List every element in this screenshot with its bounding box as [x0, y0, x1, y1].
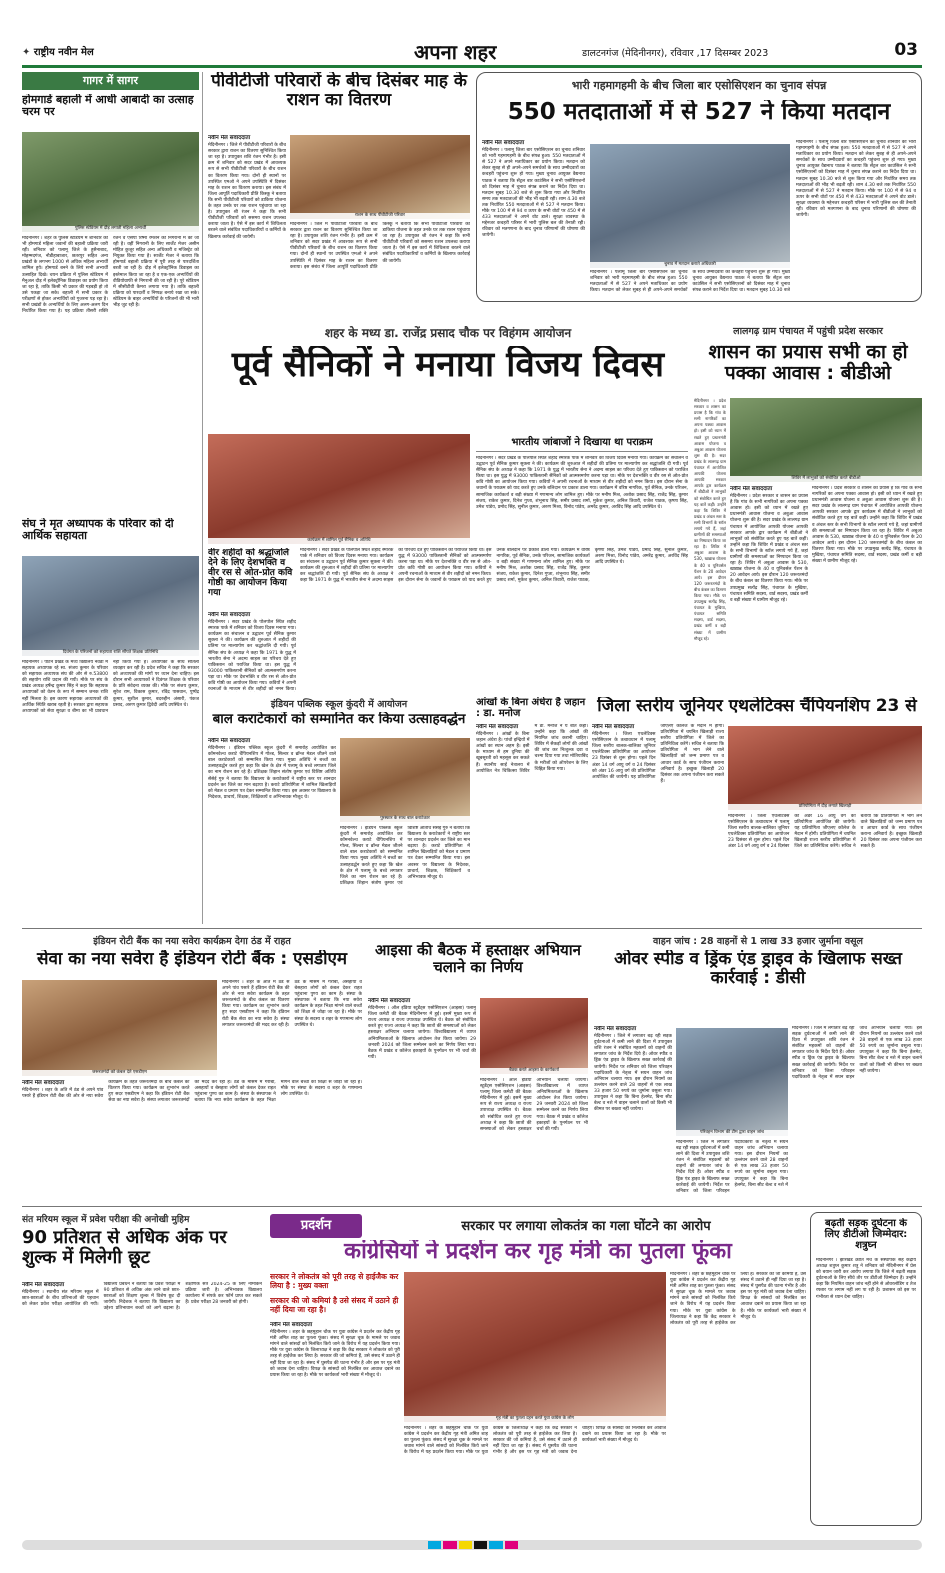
school-byline: नवीन मेल संवाददाता: [22, 1282, 65, 1288]
aisa-text: मेदिनीनगर । ऑल इंडिया स्टूडेंट्स एसोसिएशन (आइसा) पलामू जिला कमेटी की बैठक मेदिनीनगर में हुई। इसमें मुख्य रूप से राज्य अध्यक्ष व राज्य उपाध्यक्ष उपस्थित थे। बैठक को संबोधित करते हुए राज्य अध्यक्ष ने कहा कि छात्रों की समस्याओं को लेकर हस्ताक्षर अभियान चलाया जायेगा। विश्वविद्यालय में व्याप्त अनियमितताओं के खिलाफ आंदोलन तेज किया जायेगा। 29 जनवरी 2024 को जिला सम्मेलन करने का निर्णय लिया गया। बैठक में प्रखंड व कॉलेज इकाइयों के पुनर्गठन पर भी चर्चा की गयी।: [368, 1006, 476, 1060]
lower-rule: [22, 1206, 922, 1207]
trauma-headline: बढ़ती सड़क दुर्घटना के लिए डीटीओ जिम्मेदार: शत्रुघ्न: [824, 1218, 908, 1252]
awas-text-b: मेदिनीनगर । प्रदेश सरकार व शासन का प्रयास है कि गांव के सभी नागरिकों का अपना पक्का आवास हो। इसी को ध्यान में रखते हुए प्रधानमंत्री आवास योजना व अबुआ आवास योजना शुरू की है। सदर प्रखंड के लालगढ़ ग्राम पंचायत में आयोजित आपकी योजना आपकी सरकार आपके द्वार कार्यक्रम में बीडीओ ने लाभुकों को संबोधित करते हुए यह बातें कहीं। उन्होंने कहा कि शिविर में प्रखंड व अंचल स्तर के सभी विभागों के स्टॉल लगाये गये हैं, जहां ग्रामीणों की समस्याओं का निष्पादन किया जा रहा है। शिविर में अबुआ आवास के 530, खाद्यान्न योजना के 40 व यूनिवर्सल पेंशन के 20 आवेदन आये। इस दौरान 120 जरूरतमंदों के बीच कंबल का वितरण किया गया। मौके पर उपप्रमुख सत्येंद्र सिंह, पंचायत के मुखिया, पंचायत समिति सदस्य, वार्ड सदस्य, प्रखंड कर्मी व बड़ी संख्या में ग्रामीण मौजूद रहे।: [812, 486, 922, 565]
logo: [22, 44, 94, 58]
congress-caption: गृह मंत्री का पुतला दहन करते युवा कांग्रेस के लोग: [404, 1416, 666, 1422]
aisa-headline: आइसा की बैठक में हस्ताक्षर अभियान चलाने का निर्णय: [375, 942, 581, 976]
overspeed-text: मेदिनीनगर । जिले में लगातार बढ़ रही सड़क दुर्घटनाओं में कमी लाने की दिशा में उपायुक्त शशि रंजन ने संबंधित महकमों को वाहनों की लगातार जांच के निर्देश दिये हैं। ओवर स्पीड व ड्रिंक एंड ड्राइव के खिलाफ सख्त कार्रवाई की जायेगी। निर्देश पर शनिवार को जिला परिवहन पदाधिकारी के नेतृत्व में सघन वाहन जांच अभियान चलाया गया। इस दौरान नियमों का उल्लंघन करने वाले 28 वाहनों से एक लाख 33 हजार 50 रुपये का जुर्माना वसूला गया। उपायुक्त ने कहा कि बिना हेलमेट, बिना सीट बेल्ट व नशे में वाहन चलाने वालों को किसी भी कीमत पर बख्शा नहीं जायेगा।: [594, 1034, 672, 1113]
bar-photo: [590, 144, 790, 268]
ration-text-cont: मेदिनीनगर । जिले में पीवीटीजी परिवारों के बीच सरकार द्वारा राशन का वितरण सुनिश्चित किया जा रहा है। उपायुक्त शशि रंजन गंभीर है। इसी क्रम में शनिवार को सदर प्रखंड में आवश्यक रूप से सभी पीवीटीजी परिवारों के बीच राशन का वितरण किया गया। दोनों ही स्थानों पर उपस्थित एमओ ने अपने उपस्थिति में दिसंबर माह के राशन का वितरण कराया। इस संबंध में जिला आपूर्ति पदाधिकारी प्रीति किस्कू ने बताया कि सभी पीवीटीजी परिवारों को डाकिया योजना के तहत उनके घर तक राशन पहुंचाया जा रहा है। उपायुक्त श्री रंजन ने कहा कि सभी पीवीटीजी परिवारों को ससमय राशन उपलब्ध कराया जाता है। ऐसे में इस कार्य में शिथिलता बरतने वाले संबंधित पदाधिकारियों व कर्मियों के खिलाफ कार्रवाई की जायेगी।: [290, 222, 470, 270]
ration-text: मेदिनीनगर । जिले में पीवीटीजी परिवारों के बीच सरकार द्वारा राशन का वितरण सुनिश्चित किया जा रहा है। उपायुक्त शशि रंजन गंभीर है। इसी क्रम में शनिवार को सदर प्रखंड में आवश्यक रूप से सभी पीवीटीजी परिवारों के बीच राशन का वितरण किया गया। दोनों ही स्थानों पर उपस्थित एमओ ने अपने उपस्थिति में दिसंबर माह के राशन का वितरण कराया। इस संबंध में जिला आपूर्ति पदाधिकारी प्रीति किस्कू ने बताया कि सभी पीवीटीजी परिवारों को डाकिया योजना के तहत उनके घर तक राशन पहुंचाया जा रहा है। उपायुक्त श्री रंजन ने कहा कि सभी पीवीटीजी परिवारों को ससमय राशन उपलब्ध कराया जाता है। ऐसे में इस कार्य में शिथिलता बरतने वाले संबंधित पदाधिकारियों व कर्मियों के खिलाफ कार्रवाई की जायेगी।: [208, 143, 286, 240]
athletics-headline: जिला स्तरीय जूनियर एथलेटिक्स चैंपियनशिप 23 से: [597, 697, 917, 716]
athletics-photo: [728, 726, 922, 810]
vijay-byline: नवीन मेल संवाददाता: [208, 612, 251, 618]
congress-tag-text: प्रदर्शन: [300, 1218, 332, 1233]
overspeed-text-b: मेदिनीनगर । जिले में लगातार बढ़ रही सड़क दुर्घटनाओं में कमी लाने की दिशा में उपायुक्त शशि रंजन ने संबंधित महकमों को वाहनों की लगातार जांच के निर्देश दिये हैं। ओवर स्पीड व ड्रिंक एंड ड्राइव के खिलाफ सख्त कार्रवाई की जायेगी। निर्देश पर शनिवार को जिला परिवहन पदाधिकारी के नेतृत्व में सघन वाहन जांच अभियान चलाया गया। इस दौरान नियमों का उल्लंघन करने वाले 28 वाहनों से एक लाख 33 हजार 50 रुपये का जुर्माना वसूला गया। उपायुक्त ने कहा कि बिना हेलमेट, बिना सीट बेल्ट व नशे में: [676, 1140, 788, 1194]
vijay-kicker: शहर के मध्य डा. राजेंद्र प्रसाद चौक पर विहंगम आयोजन: [324, 326, 572, 340]
aisa-text-b: मेदिनीनगर । ऑल इंडिया स्टूडेंट्स एसोसिएशन (आइसा) पलामू जिला कमेटी की बैठक मेदिनीनगर में हुई। इसमें मुख्य रूप से राज्य अध्यक्ष व राज्य उपाध्यक्ष उपस्थित थे। बैठक को संबोधित करते हुए राज्य अध्यक्ष ने कहा कि छात्रों की समस्याओं को लेकर हस्ताक्षर अभियान चलाया जायेगा। विश्वविद्यालय में व्याप्त अनियमितताओं के खिलाफ आंदोलन तेज किया जायेगा। 29 जनवरी 2024 को जिला सम्मेलन करने का निर्णय लिया गया। बैठक में प्रखंड व कॉलेज इकाइयों के पुनर्गठन पर भी चर्चा की गयी।: [480, 1078, 588, 1132]
congress-body-b: [404, 1426, 666, 1526]
sagar-s2-headline: संघ ने मृत अध्यापक के परिवार को दी आर्थिक सहायता: [22, 518, 174, 543]
awas-text-c: मेदिनीनगर । प्रदेश सरकार व शासन का प्रयास है कि गांव के सभी नागरिकों का अपना पक्का आवास हो। इसी को ध्यान में रखते हुए प्रधानमंत्री आवास योजना व अबुआ आवास योजना शुरू की है। सदर प्रखंड के लालगढ़ ग्राम पंचायत में आयोजित आपकी योजना आपकी सरकार आपके द्वार कार्यक्रम में बीडीओ ने लाभुकों को संबोधित करते हुए यह बातें कहीं। उन्होंने कहा कि शिविर में प्रखंड व अंचल स्तर के सभी विभागों के स्टॉल लगाये गये हैं, जहां ग्रामीणों की समस्याओं का निष्पादन किया जा रहा है। शिविर में अबुआ आवास के 530, खाद्यान्न योजना के 40 व यूनिवर्सल पेंशन के 20 आवेदन आये। इस दौरान 120 जरूरतमंदों के बीच कंबल का वितरण किया गया। मौके पर उपप्रमुख सत्येंद्र सिंह, पंचायत के मुखिया, पंचायत समिति सदस्य, वार्ड सदस्य, प्रखंड कर्मी व बड़ी संख्या में ग्रामीण मौजूद रहे।: [694, 398, 726, 641]
roti-body-a: [222, 980, 362, 1076]
karate-body-b: [340, 826, 470, 924]
bar-body-left: [482, 140, 585, 298]
karate-caption: पुरस्कार के साथ बाल कराटेकार: [340, 816, 470, 822]
awas-text: मेदिनीनगर । प्रदेश सरकार व शासन का प्रयास है कि गांव के सभी नागरिकों का अपना पक्का आवास हो। इसी को ध्यान में रखते हुए प्रधानमंत्री आवास योजना व अबुआ आवास योजना शुरू की है। सदर प्रखंड के लालगढ़ ग्राम पंचायत में आयोजित आपकी योजना आपकी सरकार आपके द्वार कार्यक्रम में बीडीओ ने लाभुकों को संबोधित करते हुए यह बातें कहीं। उन्होंने कहा कि शिविर में प्रखंड व अंचल स्तर के सभी विभागों के स्टॉल लगाये गये हैं, जहां ग्रामीणों की समस्याओं का निष्पादन किया जा रहा है। शिविर में अबुआ आवास के 530, खाद्यान्न योजना के 40 व यूनिवर्सल पेंशन के 20 आवेदन आये। इस दौरान 120 जरूरतमंदों के बीच कंबल का वितरण किया गया। मौके पर उपप्रमुख सत्येंद्र सिंह, पंचायत के मुखिया, पंचायत समिति सदस्य, वार्ड सदस्य, प्रखंड कर्मी व बड़ी संख्या में ग्रामीण मौजूद रहे।: [730, 494, 808, 603]
roti-text-b: मेदिनीनगर । शहर के अति में ठंड से अपने पांव पसारे हैं इंडियन रोटी बैंक की ओर से नया सवेरा कार्यक्रम के तहत जरूरतमंदों के बीच कंबल का वितरण किया गया। कार्यक्रम का शुभारंभ करते हुए सदर एसडीएम ने कहा कि इंडियन रोटी बैंक सेवा का नया सवेरा है। संस्था लगातार जरूरतमंदों की मदद कर रही है। ठंड के मौसम में गरीबों, असहायों व बेसहारा लोगों को कंबल देकर राहत पहुंचाना पुण्य का काम है। संस्था के संस्थापक ने बताया कि नया सवेरा कार्यक्रम के तहत भिक्षा मांगने वाले बच्चों को शिक्षा से जोड़ा जा रहा है। मौके पर संस्था के सदस्य व शहर के गणमान्य लोग उपस्थित थे।: [22, 1080, 362, 1104]
congress-kicker: सरकार पर लगाया लोकतंत्र का गला घोंटने का आरोप: [461, 1219, 711, 1234]
masthead-rule: [22, 65, 922, 68]
roti-body-b: [22, 1080, 362, 1200]
overspeed-photo: [676, 1028, 788, 1136]
overspeed-text-c: मेदिनीनगर । जिले में लगातार बढ़ रही सड़क दुर्घटनाओं में कमी लाने की दिशा में उपायुक्त शशि रंजन ने संबंधित महकमों को वाहनों की लगातार जांच के निर्देश दिये हैं। ओवर स्पीड व ड्रिंक एंड ड्राइव के खिलाफ सख्त कार्रवाई की जायेगी। निर्देश पर शनिवार को जिला परिवहन पदाधिकारी के नेतृत्व में सघन वाहन जांच अभियान चलाया गया। इस दौरान नियमों का उल्लंघन करने वाले 28 वाहनों से एक लाख 33 हजार 50 रुपये का जुर्माना वसूला गया। उपायुक्त ने कहा कि बिना हेलमेट, बिना सीट बेल्ट व नशे में वाहन चलाने वालों को किसी भी कीमत पर बख्शा नहीं जायेगा।: [792, 1026, 922, 1080]
sagar-s1-body: [22, 236, 199, 502]
overspeed-caption: परिवहन विभाग की टीम द्वारा वाहन जांच: [676, 1130, 788, 1136]
awas-body-c: [694, 398, 726, 692]
ration-caption: राशन के साथ पीवीटीजी परिवार: [290, 213, 470, 219]
awas-caption: शिविर में लाभुकों को संबोधित करते बीडीओ: [730, 476, 922, 482]
vijay-text-a: मेदिनीनगर । सदर प्रखंड के पोलपोल स्थित शहीद स्मारक पार्क में शनिवार को विजय दिवस मनाया गया। कार्यक्रम का संचालन व उद्घाटन पूर्व सैनिक कुमार सुक्ला ने की। कार्यक्रम की शुरुआत में शहीदों की प्रतिमा पर माल्यार्पण कर श्रद्धांजलि दी गयी। पूर्व सैनिक संघ के अध्यक्ष ने कहा कि 1971 के युद्ध में भारतीय सेना ने अदम्य साहस का परिचय देते हुए पाकिस्तान को पराजित किया था। इस युद्ध में 93000 पाकिस्तानी सैनिकों को आत्मसमर्पण करना पड़ा था। मौके पर देशभक्ति व वीर रस से ओत-प्रोत कवि गोष्ठी का आयोजन किया गया। कवियों ने अपनी रचनाओं के माध्यम से वीर शहीदों को नमन किया।: [208, 620, 296, 692]
aisa-byline: नवीन मेल संवाददाता: [368, 998, 411, 1004]
awas-headline: शासन का प्रयास सभी का हो पक्का आवास : बीडीओ: [708, 342, 908, 385]
sagar-band: [22, 72, 199, 90]
sagar-s2-caption: दिवंगत के परिजनों को सहायता राशि सौंपते शिक्षक प्रतिनिधि: [22, 650, 199, 656]
congress-body-c: [670, 1272, 806, 1526]
bird-logo-icon: ✦: [22, 47, 31, 58]
awas-body-a: [730, 486, 808, 692]
bar-caption: चुनाव में मतदान कराते अधिकारी: [590, 262, 790, 268]
vijay-headline: पूर्व सैनिकों ने मनाया विजय दिवस: [231, 346, 665, 385]
school-headline: 90 प्रतिशत से अधिक अंक पर शुल्क में मिलेगी छूट: [22, 1228, 227, 1269]
vijay-text-b: मेदिनीनगर । सदर प्रखंड के पोलपोल स्थित शहीद स्मारक पार्क में शनिवार को विजय दिवस मनाया गया। कार्यक्रम का संचालन व उद्घाटन पूर्व सैनिक कुमार सुक्ला ने की। कार्यक्रम की शुरुआत में शहीदों की प्रतिमा पर माल्यार्पण कर श्रद्धांजलि दी गयी। पूर्व सैनिक संघ के अध्यक्ष ने कहा कि 1971 के युद्ध में भारतीय सेना ने अदम्य साहस का परिचय देते हुए पाकिस्तान को पराजित किया था। इस युद्ध में 93000 पाकिस्तानी सैनिकों को आत्मसमर्पण करना पड़ा था। मौके पर देशभक्ति व वीर रस से ओत-प्रोत कवि गोष्ठी का आयोजन किया गया। कवियों ने अपनी रचनाओं के माध्यम से वीर शहीदों को नमन किया। इस दौरान सेना के जवानों के पराक्रम को याद करते हुए उनके बलिदान पर प्रकाश डाला गया। कार्यक्रम में वरिष्ठ नागरिक, पूर्व सैनिक, उनके परिजन, सामाजिक कार्यकर्ता व बड़ी संख्या में गणमान्य लोग शामिल हुए। मौके पर मनीष मिश्र, अशोक प्रसाद सिंह, राजेंद्र सिंह, कुमार संजय, राकेश कुमार, दिनेश गुप्ता, शंभूनाथ सिंह, समीर प्रसाद शर्मा, मुकेश कुमार, अनिल तिवारी, राजेश पाठक, कृष्णा सिंह, उमेश पांडेय, प्रमोद सिंह, सुनील कुमार, अरुण मिश्रा, विनोद पांडेय, अमरेंद्र कुमार, अरविंद सिंह आदि उपस्थित थे।: [300, 548, 688, 584]
aankh-body: [476, 724, 588, 924]
athletics-text-b: मेदिनीनगर । जिला एथलेटिक्स एसोसिएशन के तत्वावधान में पलामू जिला स्तरीय बालक-बालिका जूनियर एथलेटिक्स प्रतियोगिता का आयोजन 23 दिसंबर से शुरू होगा। पहले दिन अंडर 14 वर्ग आयु वर्ग व 24 दिसंबर को अंडर 16 आयु वर्ग की प्रतियोगिता आयोजित की जायेगी। यह प्रतियोगिता जीएलए कॉलेज के मैदान में होगी। प्रतियोगिता में चयनित खिलाड़ी राज्य स्तरीय प्रतियोगिता में जिले का प्रतिनिधित्व करेंगे। सचिव ने बताया कि प्रतियोगिता में भाग लेने वाले खिलाड़ियों को जन्म प्रमाण पत्र व आधार कार्ड के साथ पंजीयन कराना अनिवार्य है। इच्छुक खिलाड़ी 20 दिसंबर तक अपना पंजीयन करा सकते हैं।: [728, 814, 922, 850]
aisa-caption: बैठक करते आइसा के कार्यकर्ता: [480, 1068, 588, 1074]
masthead: [22, 38, 922, 64]
athletics-text: मेदिनीनगर । जिला एथलेटिक्स एसोसिएशन के तत्वावधान में पलामू जिला स्तरीय बालक-बालिका जूनियर एथलेटिक्स प्रतियोगिता का आयोजन 23 दिसंबर से शुरू होगा। पहले दिन अंडर 14 वर्ग आयु वर्ग व 24 दिसंबर को अंडर 16 आयु वर्ग की प्रतियोगिता आयोजित की जायेगी। यह प्रतियोगिता जीएलए कॉलेज के मैदान में होगी। प्रतियोगिता में चयनित खिलाड़ी राज्य स्तरीय प्रतियोगिता में जिले का प्रतिनिधित्व करेंगे। सचिव ने बताया कि प्रतियोगिता में भाग लेने वाले खिलाड़ियों को जन्म प्रमाण पत्र व आधार कार्ड के साथ पंजीयन कराना अनिवार्य है। इच्छुक खिलाड़ी 20 दिसंबर तक अपना पंजीयन करा सकते हैं।: [592, 724, 724, 784]
ration-body-left: [208, 135, 286, 301]
ration-photo: [290, 135, 470, 219]
bar-text-right: मेदिनीनगर । पलामू जिला बार एसोसिएशन का चुनाव शनिवार को भारी गहमागहमी के बीच संपन्न हुआ। 550 मतदाताओं में से 527 ने अपने मताधिकार का प्रयोग किया। मतदान को लेकर सुबह से ही अपने-अपने समर्थकों के साथ उम्मीदवारों का कचहरी पहुंचना शुरू हो गया। मुख्य चुनाव आयुक्त वैद्यनाथ पाठक ने बताया कि सेंट्रल बार काउंसिल ने सभी एसोसिएशनों को दिसंबर माह में चुनाव संपन्न कराने का निर्देश दिया था। मतदान सुबह 10.30 बजे से शुरू किया गया और निर्धारित समय तक मतदाताओं की भीड़ भी बढ़ती रही। शाम 4.30 बजे तक निर्धारित 550 मतदाताओं में से 527 ने मतदान किया। मौके पर 100 में से 94 व ऊपर के सभी वोटों पर 450 में से 433 मतदाताओं ने अपने वोट डाले। सुरक्षा व्यवस्था के मद्देनजर कचहरी परिसर में भारी पुलिस बल की तैनाती रही। रविवार को मतगणना के बाद चुनाव परिणामों की घोषणा की जायेगी।: [796, 140, 916, 219]
congress-byline: नवीन मेल संवाददाता: [270, 1322, 313, 1328]
sagar-s1-text: मेदिनीनगर । शहर के पुलिस स्टेडियम में शनिवार को भी होमगार्ड महिला जवानों की बहाली प्रक्रिया जारी रही। शनिवार को पलामू जिले के हुसैनाबाद, मोहम्मदगंज, नौडीहाबाजार, छतरपुर सहित अन्य प्रखंडों के लगभग 1000 से अधिक महिला अभ्यर्थी शामिल हुये। होमगार्ड बनने के लिये सभी अभ्यर्थी उत्साहित दिखे। चयन प्रक्रिया में पुलिस स्टेडियम में मैनुअल दौड़ में इलेक्ट्रॉनिक डिवाइस का प्रयोग किया जा रहा है, ताकि किसी भी प्रकार की गड़बड़ी हो तो उसे पकड़ा जा सके। बहाली में सभी प्रकार के परीक्षणों से होकर अभ्यर्थियों को गुजरना पड़ रहा है। सभी प्रखंडों के अभ्यर्थियों के लिए अलग-अलग दिन निर्धारित किया गया है। यह प्रक्रिया तीसरी शक्ति रंजन व एसपी रिष्मा रमेशन की निगरानी में की जा रही है। वहीं निगरानी के लिए सार्जेंट मेजर असीम मोहित कुजूर सहित अन्य अधिकारी व मजिस्ट्रेट को नियुक्त किया गया है। सार्जेंट मेजर ने बताया कि होमगार्ड बहाली प्रक्रिया में पूरी तरह से पारदर्शिता बरती जा रही है। दौड़ में इलेक्ट्रॉनिक डिवाइस का इस्तेमाल किया जा रहा है व एक-एक अभ्यर्थियों की वीडियोग्राफी से निगरानी की जा रही है। पूरे स्टेडियम में सीसीटीवी कैमरा लगाया गया है। ताकि बहाली प्रक्रिया को पारदर्शी व निष्पक्ष बनाये रखा जा सके। स्टेडियम के बाहर अभ्यर्थियों के परिजनों की भी भारी भीड़ जुट रही है।: [22, 236, 199, 315]
sagar-s2-body: [22, 660, 199, 920]
swatch-cyan: [428, 1541, 441, 1549]
karate-text: मेदिनीनगर । इंडियन पब्लिक स्कूल कुंदरी में समारोह आयोजित कर कॉमनवेल्थ कराटे चैंपियनशिप में गोल्ड, सिल्वर व ब्रॉन्ज मेडल जीतने वाले बाल कराटेकारों को सम्मानित किया गया। मुख्य अतिथि ने बच्चों का उत्साहवर्द्धन करते हुए कहा कि खेल के क्षेत्र में पलामू के बच्चे लगातार जिले का नाम रोशन कर रहे हैं। प्रशिक्षक शिहान संतोष कुमार एवं विशिष्ट अतिथि सेंसेई गुरु ने बताया कि विद्यालय के कराटेकारों ने राष्ट्रीय स्तर पर शानदार प्रदर्शन कर जिले का मान बढ़ाया है। कराटे प्रतियोगिता में शामिल खिलाड़ियों को मेडल व प्रमाण पत्र देकर सम्मानित किया गया। इस अवसर पर विद्यालय के निदेशक, प्राचार्य, शिक्षक, शिक्षिकायें व अभिभावक मौजूद थे।: [208, 746, 336, 800]
roti-photo: [22, 980, 217, 1076]
congress-tag: [270, 1214, 362, 1238]
congress-text-b: मेदिनीनगर । शहर के छहमुहान चौक पर युवा कांग्रेस ने प्रदर्शन कर केंद्रीय गृह मंत्री अमित शाह का पुतला फूंका। संसद में सुरक्षा चूक के मामले पर जवाब मांगने वाले सांसदों को निलंबित किये जाने के विरोध में यह प्रदर्शन किया गया। मौके पर युवा कांग्रेस के जिलाध्यक्ष ने कहा कि केंद्र सरकार ने लोकतंत्र को पूरी तरह से हाईजैक कर लिया है। सरकार की जो कमियां हैं, उसे संसद में उठाने ही नहीं दिया जा रहा है। संसद में घुसपैठ की घटना गंभीर है और इस पर गृह मंत्री को जवाब देना चाहिए। विपक्ष के सांसदों को निलंबित कर आवाज दबाने का प्रयास किया जा रहा है। मौके पर कार्यकर्ता भारी संख्या में मौजूद थे।: [404, 1426, 666, 1456]
swatch-cyan-2: [489, 1541, 502, 1549]
logo-text: राष्ट्रीय नवीन मेल: [33, 47, 94, 58]
awas-photo: [730, 398, 922, 482]
athletics-byline: नवीन मेल संवाददाता: [592, 724, 635, 730]
aankh-headline: आंखों के बिना अंधेरा है जहान : डा. मनोज: [476, 697, 586, 720]
ration-headline: पीवीटीजी परिवारों के बीच दिसंबर माह के राशन का वितरण: [211, 72, 467, 111]
bar-text-mid: मेदिनीनगर । पलामू जिला बार एसोसिएशन का चुनाव शनिवार को भारी गहमागहमी के बीच संपन्न हुआ। 550 मतदाताओं में से 527 ने अपने मताधिकार का प्रयोग किया। मतदान को लेकर सुबह से ही अपने-अपने समर्थकों के साथ उम्मीदवारों का कचहरी पहुंचना शुरू हो गया। मुख्य चुनाव आयुक्त वैद्यनाथ पाठक ने बताया कि सेंट्रल बार काउंसिल ने सभी एसोसिएशनों को दिसंबर माह में चुनाव संपन्न कराने का निर्देश दिया था। मतदान सुबह 10.30 बजे: [590, 270, 790, 294]
school-text: मेदिनीनगर । स्थानीय संत मरियम स्कूल में छात्र-छात्राओं के बीच प्रतिभाओं की पहचान को लेकर प्रवेश परीक्षा आयोजित की गयी। विद्यालय प्रबंधन ने बताया कि प्रवेश परीक्षा में 90 प्रतिशत से अधिक अंक लाने वाले छात्र-छात्राओं को शिक्षण शुल्क में विशेष छूट दी जायेगी। निदेशक ने बताया कि विद्यालय का उद्देश्य प्रतिभावान बच्चों को आगे बढ़ाना है। शैक्षणिक सत्र 2024-25 के लिए नामांकन प्रक्रिया जारी है। अभिभावक विद्यालय कार्यालय में संपर्क कर फॉर्म प्राप्त कर सकते हैं। प्रवेश परीक्षा 28 जनवरी को होगी।: [22, 1282, 262, 1312]
vijay-subkicker: भारतीय जांबाजों ने दिखाया था पराक्रम: [511, 437, 653, 448]
awas-kicker: लालगढ़ ग्राम पंचायत में पहुंची प्रदेश सरकार: [733, 326, 883, 337]
congress-body-a: [270, 1322, 400, 1526]
awas-byline: नवीन मेल संवाददाता: [730, 486, 773, 492]
mid-rule: [22, 928, 922, 929]
overspeed-body-b: [676, 1140, 788, 1200]
bar-kicker: भारी गहमागहमी के बीच जिला बार एसोसिएशन का चुनाव संपन्न: [571, 79, 827, 92]
congress-headline: कांग्रेसियों ने प्रदर्शन कर गृह मंत्री का पुतला फूंका: [344, 1240, 732, 1264]
swatch-magenta: [443, 1541, 456, 1549]
vijay-caption: कार्यक्रम में शामिल पूर्व सैनिक व अतिथि: [208, 538, 470, 544]
roti-headline: सेवा का नया सवेरा है इंडियन रोटी बैंक : एसडीएम: [36, 950, 348, 969]
vijay-text: मेदिनीनगर । सदर प्रखंड के पोलपोल स्थित शहीद स्मारक पार्क में शनिवार को विजय दिवस मनाया गया। कार्यक्रम का संचालन व उद्घाटन पूर्व सैनिक कुमार सुक्ला ने की। कार्यक्रम की शुरुआत में शहीदों की प्रतिमा पर माल्यार्पण कर श्रद्धांजलि दी गयी। पूर्व सैनिक संघ के अध्यक्ष ने कहा कि 1971 के युद्ध में भारतीय सेना ने अदम्य साहस का परिचय देते हुए पाकिस्तान को पराजित किया था। इस युद्ध में 93000 पाकिस्तानी सैनिकों को आत्मसमर्पण करना पड़ा था। मौके पर देशभक्ति व वीर रस से ओत-प्रोत कवि गोष्ठी का आयोजन किया गया। कवियों ने अपनी रचनाओं के माध्यम से वीर शहीदों को नमन किया। इस दौरान सेना के जवानों के पराक्रम को याद करते हुए उनके बलिदान पर प्रकाश डाला गया। कार्यक्रम में वरिष्ठ नागरिक, पूर्व सैनिक, उनके परिजन, सामाजिक कार्यकर्ता व बड़ी संख्या में गणमान्य लोग शामिल हुए। मौके पर मनीष मिश्र, अशोक प्रसाद सिंह, राजेंद्र सिंह, कुमार संजय, राकेश कुमार, दिनेश गुप्ता, शंभूनाथ सिंह, समीर प्रसाद शर्मा, मुकेश कुमार, अनिल तिवारी, राजेश पाठक, कृष्णा सिंह, उमेश पांडेय, प्रमोद सिंह, सुनील कुमार, अरुण मिश्रा, विनोद पांडेय, अमरेंद्र कुमार, अरविंद सिंह आदि उपस्थित थे।: [476, 456, 688, 510]
vijay-body-a: [208, 612, 296, 692]
roti-byline: नवीन मेल संवाददाता: [22, 1080, 65, 1086]
athletics-body-a: [592, 724, 724, 924]
roti-text-a: मेदिनीनगर । शहर के अति में ठंड से अपने पांव पसारे हैं इंडियन रोटी बैंक की ओर से नया सवेरा कार्यक्रम के तहत जरूरतमंदों के बीच कंबल का वितरण किया गया। कार्यक्रम का शुभारंभ करते हुए सदर एसडीएम ने कहा कि इंडियन रोटी बैंक सेवा का नया सवेरा है। संस्था लगातार जरूरतमंदों की मदद कर रही है। ठंड के मौसम में गरीबों, असहायों व बेसहारा लोगों को कंबल देकर राहत पहुंचाना पुण्य का काम है। संस्था के संस्थापक ने बताया कि नया सवेरा कार्यक्रम के तहत भिक्षा मांगने वाले बच्चों को शिक्षा से जोड़ा जा रहा है। मौके पर संस्था के सदस्य व शहर के गणमान्य लोग उपस्थित थे।: [222, 980, 362, 1028]
aisa-body-a: [368, 998, 476, 1200]
overspeed-headline: ओवर स्पीड व ड्रिंक एंड ड्राइव के खिलाफ सख्त कार्रवाई : डीसी: [614, 950, 902, 989]
sagar-s2-photo: [22, 556, 199, 656]
vijay-body-right: [476, 456, 688, 544]
awas-body-b: [812, 486, 922, 692]
swatch-black: [474, 1541, 487, 1549]
roti-caption: जरूरतमंदों को कंबल देते एसडीएम: [22, 1070, 217, 1076]
sagar-title: गागर में सागर: [83, 74, 138, 87]
athletics-body-b: [728, 814, 922, 924]
congress-photo: [404, 1272, 666, 1422]
swatch-yellow: [459, 1541, 472, 1549]
karate-byline: नवीन मेल संवाददाता: [208, 738, 251, 744]
school-body: [22, 1282, 262, 1526]
karate-photo: [340, 738, 470, 822]
roti-kicker: इंडियन रोटी बैंक का नया सवेरा कार्यक्रम देगा ठंड में राहत: [93, 936, 291, 947]
karate-text-b: मेदिनीनगर । इंडियन पब्लिक स्कूल कुंदरी में समारोह आयोजित कर कॉमनवेल्थ कराटे चैंपियनशिप में गोल्ड, सिल्वर व ब्रॉन्ज मेडल जीतने वाले बाल कराटेकारों को सम्मानित किया गया। मुख्य अतिथि ने बच्चों का उत्साहवर्द्धन करते हुए कहा कि खेल के क्षेत्र में पलामू के बच्चे लगातार जिले का नाम रोशन कर रहे हैं। प्रशिक्षक शिहान संतोष कुमार एवं विशिष्ट अतिथि सेंसेई गुरु ने बताया कि विद्यालय के कराटेकारों ने राष्ट्रीय स्तर पर शानदार प्रदर्शन कर जिले का मान बढ़ाया है। कराटे प्रतियोगिता में शामिल खिलाड़ियों को मेडल व प्रमाण पत्र देकर सम्मानित किया गया। इस अवसर पर विद्यालय के निदेशक, प्राचार्य, शिक्षक, शिक्षिकायें व अभिभावक मौजूद थे।: [340, 826, 470, 886]
sagar-s1-headline: होमगार्ड बहाली में आधी आबादी का उत्साह चरम पर: [22, 94, 194, 119]
ration-body-right: [290, 222, 470, 302]
karate-kicker: इंडियन पब्लिक स्कूल कुंदरी में आयोजन: [270, 699, 408, 710]
trauma-text: मेदिनीनगर । झारखंड क्रांति मंच के संस्थापक सह केंद्रीय अध्यक्ष शत्रुघ्न कुमार शत्रु ने शनिवार को मेदिनीनगर में प्रेस को बयान जारी कर आरोप लगाया कि जिले में बढ़ती सड़क दुर्घटनाओं के लिए सीधे तौर पर डीटीओ जिम्मेदार हैं। उन्होंने कहा कि नियमित वाहन जांच नहीं होने से ओवरलोडिंग व तेज रफ्तार पर लगाम नहीं लग पा रही है। प्रशासन को इस पर गंभीरता से ध्यान देना चाहिए।: [816, 1258, 916, 1300]
school-kicker: संत मरियम स्कूल में प्रवेश परीक्षा की अनोखी मुहिम: [22, 1215, 190, 1225]
dateline: डालटनगंज (मेदिनीनगर), रविवार ,17 दिसम्बर 2023: [582, 48, 769, 59]
aisa-body-b: [480, 1078, 588, 1200]
athletics-caption: प्रतियोगिता में दौड़ लगाते खिलाड़ी: [728, 804, 922, 810]
vijay-body-b: [300, 548, 688, 692]
aankh-byline: नवीन मेल संवाददाता: [476, 724, 519, 730]
section-title: अपना शहर: [414, 40, 497, 64]
bar-headline: 550 मतदाताओं में से 527 ने किया मतदान: [507, 100, 891, 125]
congress-text-c: मेदिनीनगर । शहर के छहमुहान चौक पर युवा कांग्रेस ने प्रदर्शन कर केंद्रीय गृह मंत्री अमित शाह का पुतला फूंका। संसद में सुरक्षा चूक के मामले पर जवाब मांगने वाले सांसदों को निलंबित किये जाने के विरोध में यह प्रदर्शन किया गया। मौके पर युवा कांग्रेस के जिलाध्यक्ष ने कहा कि केंद्र सरकार ने लोकतंत्र को पूरी तरह से हाईजैक कर लिया है। सरकार की जो कमियां हैं, उसे संसद में उठाने ही नहीं दिया जा रहा है। संसद में घुसपैठ की घटना गंभीर है और इस पर गृह मंत्री को जवाब देना चाहिए। विपक्ष के सांसदों को निलंबित कर आवाज दबाने का प्रयास किया जा रहा है। मौके पर कार्यकर्ता भारी संख्या में मौजूद थे।: [670, 1272, 806, 1326]
vijay-photo: [208, 434, 470, 544]
aisa-photo: [480, 998, 588, 1074]
trauma-body: [816, 1258, 916, 1520]
vijay-side-headline: वीर शहीदों को श्रद्धांजलि देने के लिए देशभक्ति व वीर रस से ओत-प्रोत कवि गोष्ठी का आयोजन किया गया: [208, 548, 293, 599]
overspeed-body-a: [594, 1026, 672, 1200]
overspeed-kicker: वाहन जांच : 28 वाहनों से 1 लाख 33 हजार जुर्माना वसूल: [653, 936, 863, 947]
aankh-text: मेदिनीनगर । आंखों के बिना जहान अंधेरा है। पांचों इन्द्रियों में आंखों का स्थान अहम है। इसी के माध्यम से हम दुनिया की खूबसूरती को महसूस कर सकते हैं। स्थानीय साईं नेत्रालय में आयोजित नेत्र चिकित्सा शिविर में डा. मनोज ने ये बातें कहीं। उन्होंने कहा कि आंखों की नियमित जांच करानी चाहिए। शिविर में सैकड़ों लोगों की आंखों की जांच कर निःशुल्क दवा व चश्मा दिया गया तथा मोतियाबिंद के मरीजों को ऑपरेशन के लिए चिह्नित किया गया।: [476, 724, 588, 774]
overspeed-byline: नवीन मेल संवाददाता: [594, 1026, 637, 1032]
page-number: 03: [894, 40, 918, 60]
bar-byline: नवीन मेल संवाददाता: [482, 140, 525, 146]
congress-quote2: सरकार की जो कमियां है उसे संसद में उठाने ही नहीं दिया जा रहा है।: [270, 1296, 399, 1314]
overspeed-body-c: [792, 1026, 922, 1200]
ration-byline: नवीन मेल संवाददाता: [208, 135, 251, 141]
sagar-s2-text: मेदिनीनगर । पाटन प्रखंड के मध्य विद्यालय नवडा में सहायक अध्यापक रहे स्व. संजय कुमार के परिवार को सहायक अध्यापक संघ की ओर से रु.53800 की सहयोग राशि प्रदान की गयी। मौके पर संघ के प्रखंड अध्यक्ष हर्षेन्द्र कुमार सिंह ने कहा कि सहायक अध्यापकों को वेतन के रूप में सम्मान जनक राशि नहीं मिलता है। इस कारण सहायक अध्यापकों की आर्थिक स्थिति खराब रहती है। सरकार द्वारा सहायक अध्यापकों को सेवा सुरक्षा व बीमा का भी प्रावधान नहीं किया गया है। अध्यापकों के साथ सौतेला व्यवहार कर रही है। प्रदेश सचिव ने कहा कि सरकार को अध्यापकों की मांगों पर ध्यान देना चाहिए। इस दौरान सभी अध्यापकों ने दिवंगत शिक्षक के परिवार के प्रति संवेदना व्यक्त की। मौके पर संजय कुमार, सुरेश राम, विकास कुमार, रविंद्र पासवान, पुष्पेंद्र कुमार, सुशील कुमार, बदरुद्दीन अंसारी, पंकज प्रसाद, अरुण कुमार द्विवेदी आदि उपस्थित थे।: [22, 660, 199, 714]
left-col-rule: [202, 72, 203, 924]
congress-quote1: सरकार ने लोकतंत्र को पूरी तरह से हाईजैक कर लिया है : मुख्य वक्ता: [270, 1272, 399, 1290]
bar-body-mid: [590, 270, 790, 300]
color-registration-marks: [428, 1541, 518, 1549]
sagar-s1-photo: [22, 132, 199, 232]
bar-body-right: [796, 140, 916, 298]
swatch-magenta-2: [505, 1541, 518, 1549]
karate-body-a: [208, 738, 336, 924]
congress-text: मेदिनीनगर । शहर के छहमुहान चौक पर युवा कांग्रेस ने प्रदर्शन कर केंद्रीय गृह मंत्री अमित शाह का पुतला फूंका। संसद में सुरक्षा चूक के मामले पर जवाब मांगने वाले सांसदों को निलंबित किये जाने के विरोध में यह प्रदर्शन किया गया। मौके पर युवा कांग्रेस के जिलाध्यक्ष ने कहा कि केंद्र सरकार ने लोकतंत्र को पूरी तरह से हाईजैक कर लिया है। सरकार की जो कमियां हैं, उसे संसद में उठाने ही नहीं दिया जा रहा है। संसद में घुसपैठ की घटना गंभीर है और इस पर गृह मंत्री को जवाब देना चाहिए। विपक्ष के सांसदों को निलंबित कर आवाज दबाने का प्रयास किया जा रहा है। मौके पर कार्यकर्ता भारी संख्या में मौजूद थे।: [270, 1330, 400, 1378]
bar-text: मेदिनीनगर । पलामू जिला बार एसोसिएशन का चुनाव शनिवार को भारी गहमागहमी के बीच संपन्न हुआ। 550 मतदाताओं में से 527 ने अपने मताधिकार का प्रयोग किया। मतदान को लेकर सुबह से ही अपने-अपने समर्थकों के साथ उम्मीदवारों का कचहरी पहुंचना शुरू हो गया। मुख्य चुनाव आयुक्त वैद्यनाथ पाठक ने बताया कि सेंट्रल बार काउंसिल ने सभी एसोसिएशनों को दिसंबर माह में चुनाव संपन्न कराने का निर्देश दिया था। मतदान सुबह 10.30 बजे से शुरू किया गया और निर्धारित समय तक मतदाताओं की भीड़ भी बढ़ती रही। शाम 4.30 बजे तक निर्धारित 550 मतदाताओं में से 527 ने मतदान किया। मौके पर 100 में से 94 व ऊपर के सभी वोटों पर 450 में से 433 मतदाताओं ने अपने वोट डाले। सुरक्षा व्यवस्था के मद्देनजर कचहरी परिसर में भारी पुलिस बल की तैनाती रही। रविवार को मतगणना के बाद चुनाव परिणामों की घोषणा की जायेगी।: [482, 148, 585, 239]
karate-headline: बाल कराटेकारों को सम्मानित कर किया उत्साहवर्द्धन: [212, 712, 466, 727]
vijay-subkicker-box: [476, 434, 688, 452]
sagar-s1-caption: पुलिस स्टेडियम में दौड़ लगाती महिला अभ्यर्थी: [22, 226, 199, 232]
